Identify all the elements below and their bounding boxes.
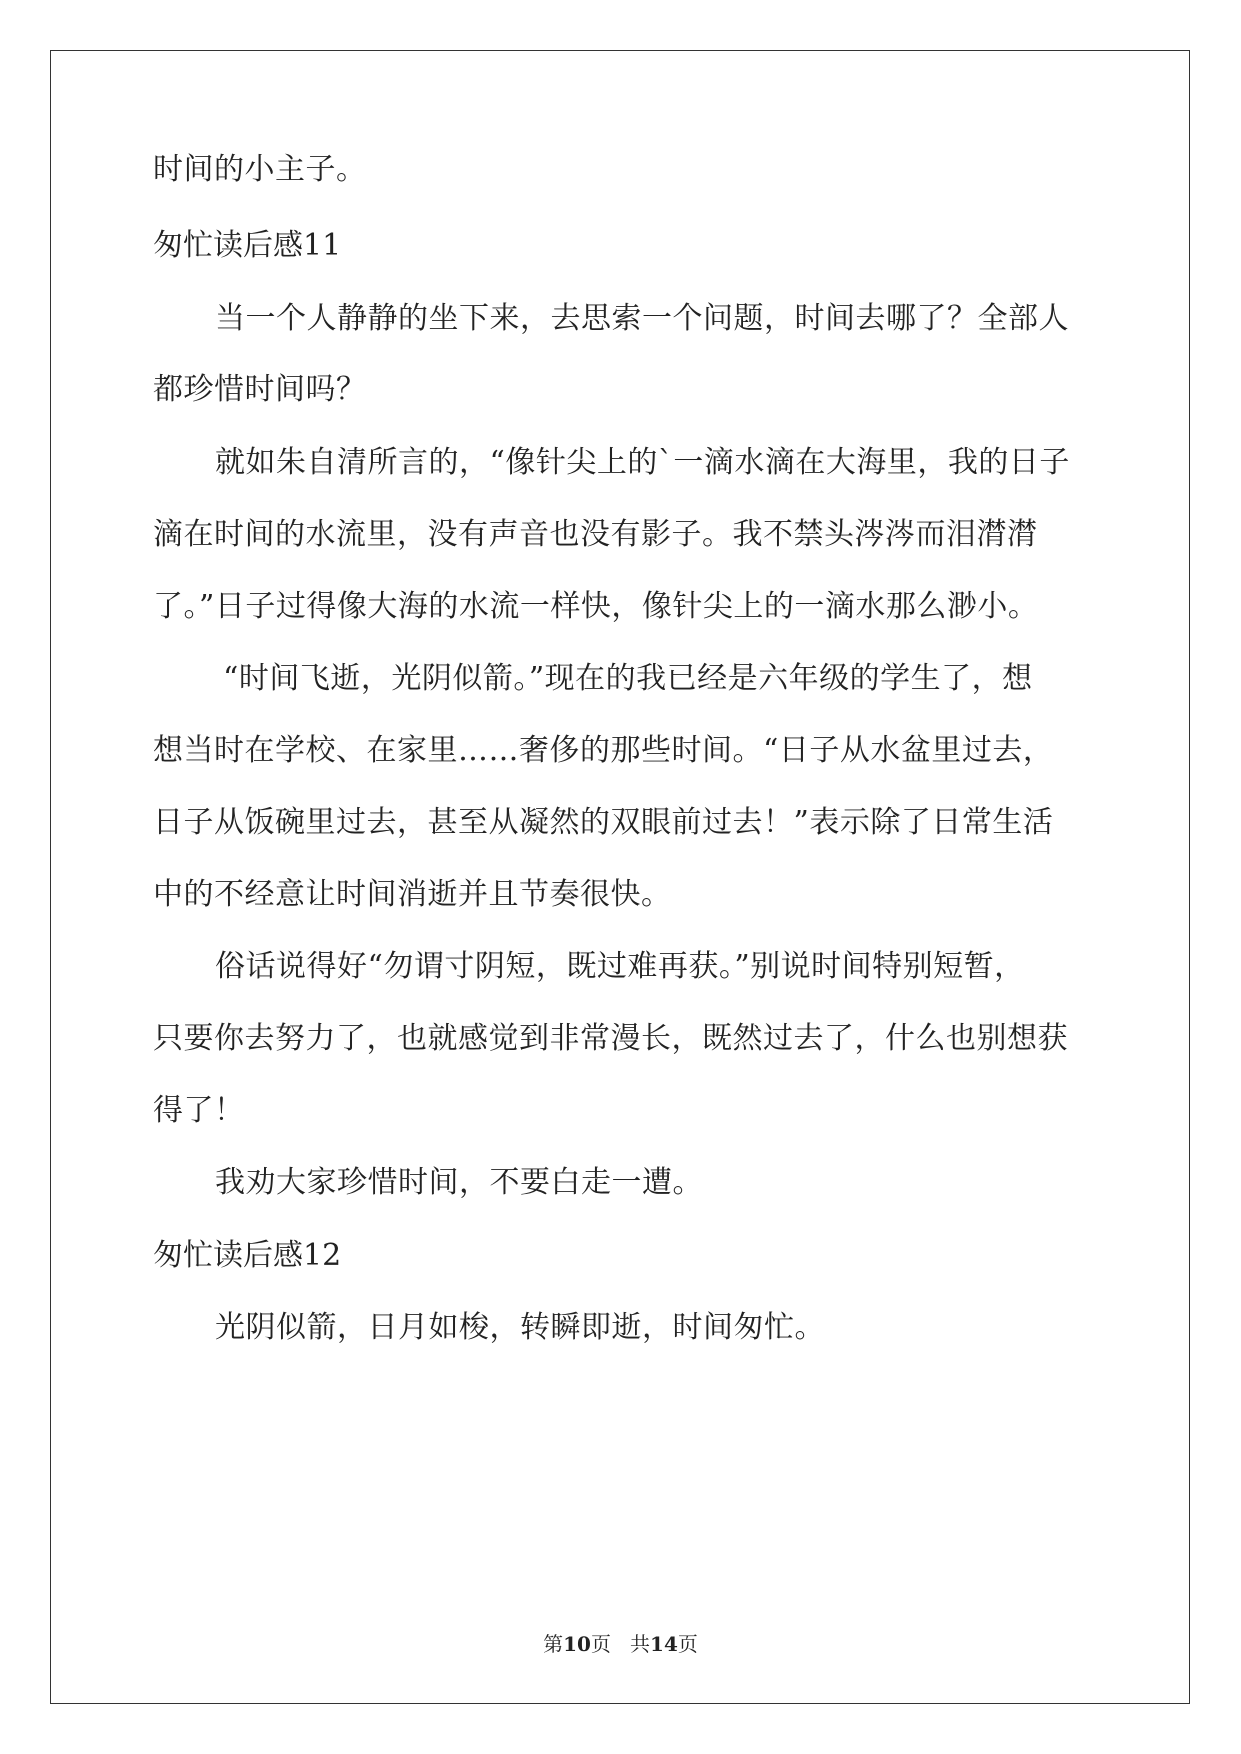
total-prefix: 共 xyxy=(630,1632,651,1656)
text-line: 中的不经意让时间消逝并且节奏很快。 xyxy=(153,877,672,912)
text-line: 都珍惜时间吗？ xyxy=(153,372,367,407)
text-line: 只要你去努力了，也就感觉到非常漫长，既然过去了，什么也别想获 xyxy=(153,1021,1068,1056)
text-line: “时间飞逝，光阴似箭。”现在的我已经是六年级的学生了，想 xyxy=(223,661,1033,696)
text-line: 想当时在学校、在家里……奢侈的那些时间。“日子从水盆里过去， xyxy=(153,733,1054,768)
total-pages-number: 14 xyxy=(650,1632,678,1656)
section-heading: 匆忙读后感11 xyxy=(153,228,342,263)
text-line: 时间的小主子。 xyxy=(153,152,367,187)
text-line: 日子从饭碗里过去，甚至从凝然的双眼前过去！”表示除了日常生活 xyxy=(153,805,1054,840)
page-footer xyxy=(0,1630,1241,1658)
page-prefix: 第 xyxy=(543,1632,564,1656)
text-line: 我劝大家珍惜时间，不要白走一遭。 xyxy=(215,1165,703,1200)
total-suffix: 页 xyxy=(677,1632,698,1656)
text-line: 光阴似箭，日月如梭，转瞬即逝，时间匆忙。 xyxy=(215,1310,825,1345)
page-suffix: 页 xyxy=(590,1632,611,1656)
text-line: 俗话说得好“勿谓寸阴短，既过难再获。”别说时间特别短暂， xyxy=(215,949,1025,984)
current-page-number: 10 xyxy=(563,1632,591,1656)
text-line: 得了！ xyxy=(153,1093,245,1128)
text-line: 了。”日子过得像大海的水流一样快，像针尖上的一滴水那么渺小。 xyxy=(153,589,1039,624)
section-heading: 匆忙读后感12 xyxy=(153,1238,342,1273)
text-line: 滴在时间的水流里，没有声音也没有影子。我不禁头涔涔而泪潸潸 xyxy=(153,517,1038,552)
text-line: 就如朱自清所言的，“像针尖上的`一滴水滴在大海里，我的日子 xyxy=(215,445,1070,480)
text-line: 当一个人静静的坐下来，去思索一个问题，时间去哪了？全部人 xyxy=(215,301,1069,336)
